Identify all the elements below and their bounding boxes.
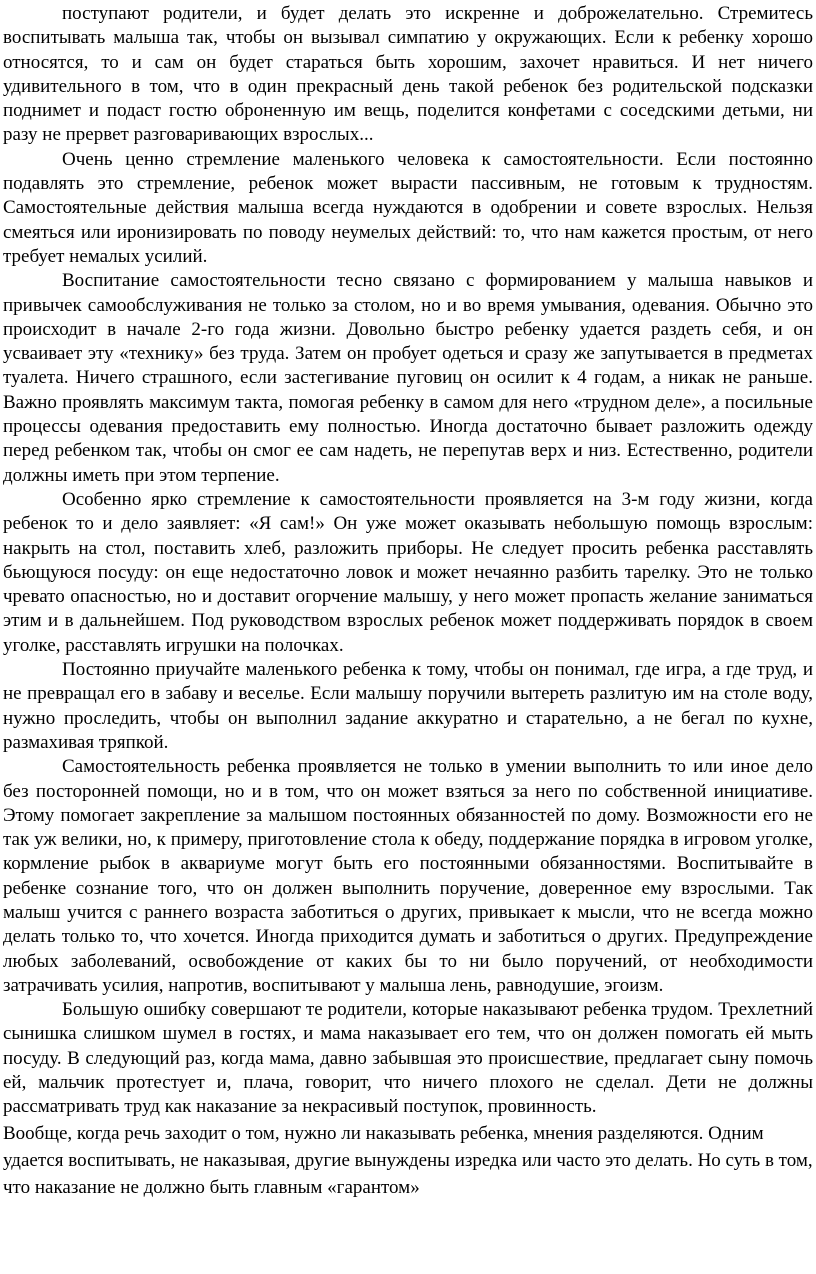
paragraph-3: Воспитание самостоятельности тесно связано с формированием у малыша навыков и привычек самообслуживания не только за столом, но и во время умывания, одевания. Обычно это происходит в начале 2-го года жизни. Довольно быстро ребенку удается раздеть себя, и он усваивает эту «технику» без труда. Затем он пробует одеться и сразу же запутывается в предметах туалета. Ничего страшного, если застегивание пуговиц он осилит к 4 годам, а никак не раньше. Важно проявлять максимум такта, помогая ребенку в самом для него «трудном деле», а посильные процессы одевания предоставить ему полностью. Иногда достаточно бывает разложить одежду перед ребенком так, чтобы он смог ее сам надеть, не перепутав верх и низ. Естественно, родители должны иметь при этом терпение.: [3, 270, 813, 486]
paragraph-6: Самостоятельность ребенка проявляется не только в умении выполнить то или иное дело без посторонней помощи, но и в том, что он может взяться за него по собственной инициативе. Этому помогает закрепление за малышом постоянных обязанностей по дому. Возможности его не так уж велики, но, к примеру, приготовление стола к обеду, поддержание порядка в игровом уголке, кормление рыбок в аквариуме могут быть его постоянными обязанностями. Воспитывайте в ребенке сознание того, что он должен выполнить поручение, доверенное ему взрослыми. Так малыш учится с раннего возраста заботиться о других, привыкает к мысли, что не всегда можно делать только то, что хочется. Иногда приходится думать и заботиться о других. Предупреждение любых заболеваний, освобождение от каких бы то ни было поручений, от необходимости затрачивать усилия, напротив, воспитывают у малыша лень, равнодушие, эгоизм.: [3, 756, 813, 996]
paragraph-1: поступают родители, и будет делать это искренне и доброжелательно. Стремитесь воспитывать малыша так, чтобы он вызывал симпатию у окружающих. Если к ребенку хорошо относятся, то и сам он будет стараться быть хорошим, захочет нравиться. И нет ничего удивительного в том, что в один прекрасный день такой ребенок без родительской подсказки поднимет и подаст гостю оброненную им вещь, поделится конфетами с соседскими детьми, ни разу не прервет разговаривающих взрослых...: [3, 3, 813, 146]
paragraph-2: Очень ценно стремление маленького человека к самостоятельности. Если постоянно подавлять это стремление, ребенок может вырасти пассивным, не готовым к трудностям. Самостоятельные действия малыша всегда нуждаются в одобрении и совете взрослых. Нельзя смеяться или иронизировать по поводу неумелых действий: то, что нам кажется простым, от него требует немалых усилий.: [3, 148, 813, 267]
paragraph-7: Большую ошибку совершают те родители, которые наказывают ребенка трудом. Трехлетний сынишка слишком шумел в гостях, и мама наказывает его тем, что он должен помогать ей мыть посуду. В следующий раз, когда мама, давно забывшая это происшествие, предлагает сыну помочь ей, мальчик протестует и, плача, говорит, что ничего плохого не сделал. Дети не должны рассматривать труд как наказание за некрасивый поступок, провинность.: [3, 999, 813, 1118]
paragraph-5: Постоянно приучайте маленького ребенка к тому, чтобы он понимал, где игра, а где труд, и не превращал его в забаву и веселье. Если малышу поручили вытереть разлитую им на столе воду, нужно проследить, чтобы он выполнил задание аккуратно и старательно, а не бегал по кухне, размахивая тряпкой.: [3, 659, 813, 753]
paragraph-4: Особенно ярко стремление к самостоятельности проявляется на 3-м году жизни, когда ребенок то и дело заявляет: «Я сам!» Он уже может оказывать небольшую помощь взрослым: накрыть на стол, поставить хлеб, разложить приборы. Не следует просить ребенка расставлять бьющуюся посуду: он еще недостаточно ловок и может нечаянно разбить тарелку. Это не только чревато опасностью, но и доставит огорчение малышу, у него может пропасть желание заниматься этим и в дальнейшем. Под руководством взрослых ребенок может поддерживать порядок в своем уголке, расставлять игрушки на полочках.: [3, 488, 813, 656]
paragraph-8: Вообще, когда речь заходит о том, нужно ли наказывать ребенка, мнения разделяются. Одним удается воспитывать, не наказывая, другие вынуждены изредка или часто это делать. Но суть в том, что наказание не должно быть главным «гарантом»: [3, 1122, 813, 1198]
